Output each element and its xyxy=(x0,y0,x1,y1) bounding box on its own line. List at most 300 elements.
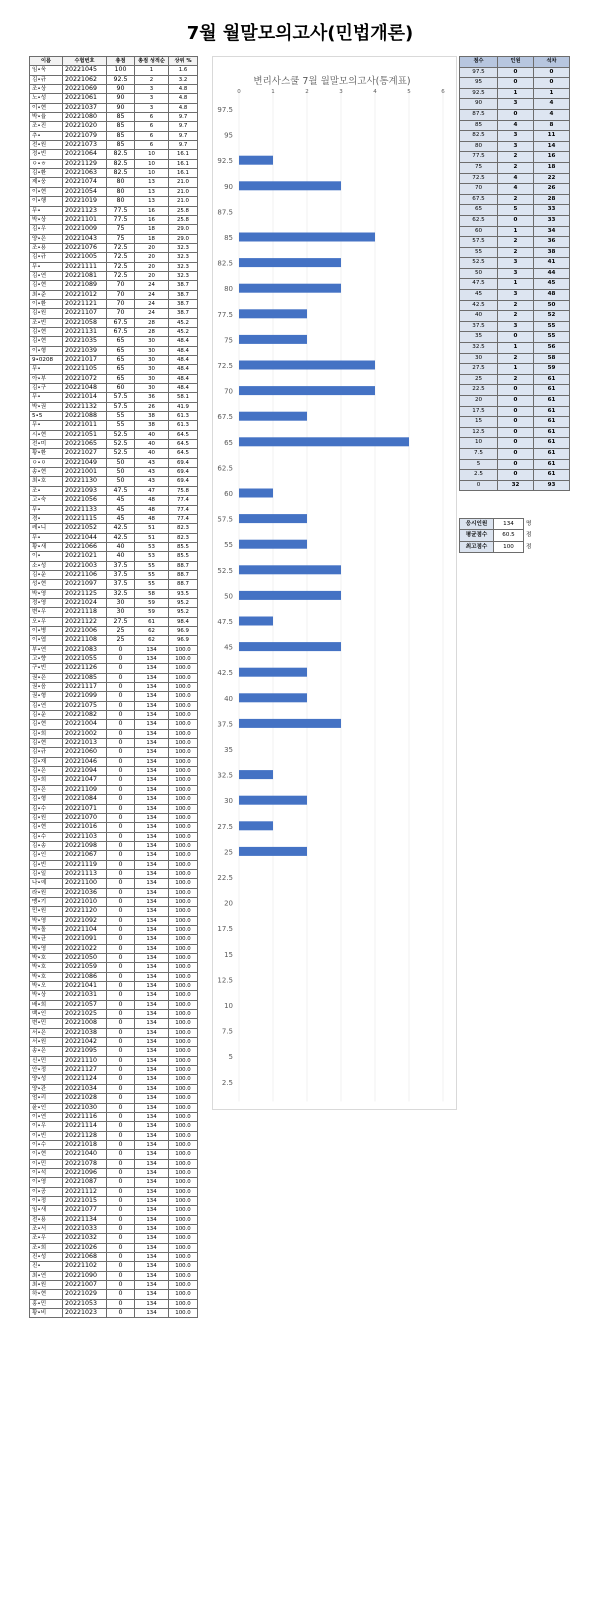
cell-exam-id: 20221050 xyxy=(63,954,107,963)
cell-name: 이•현 xyxy=(30,187,63,196)
table-row xyxy=(30,916,198,925)
cell-percentile: 100.0 xyxy=(169,776,198,785)
dist-row xyxy=(460,237,570,248)
table-row xyxy=(30,262,198,271)
cell-rank: 134 xyxy=(135,785,169,794)
cell-percentile: 1.6 xyxy=(169,66,198,75)
cell-total: 0 xyxy=(107,1243,135,1252)
table-row xyxy=(30,1075,198,1084)
table-row xyxy=(30,1122,198,1131)
cell-exam-id: 20221042 xyxy=(63,1038,107,1047)
table-row xyxy=(30,356,198,365)
dist-cell-score: 30 xyxy=(460,353,498,364)
cell-total: 0 xyxy=(107,851,135,860)
cell-exam-id: 20221123 xyxy=(63,206,107,215)
table-row xyxy=(30,832,198,841)
y-tick-label: 95 xyxy=(224,131,233,140)
cell-percentile: 100.0 xyxy=(169,739,198,748)
cell-percentile: 48.4 xyxy=(169,356,198,365)
dist-cell-score: 75 xyxy=(460,162,498,173)
dist-row xyxy=(460,78,570,89)
cell-rank: 134 xyxy=(135,1131,169,1140)
cell-total: 0 xyxy=(107,935,135,944)
cell-total: 0 xyxy=(107,1028,135,1037)
dist-cell-rank: 4 xyxy=(534,99,570,110)
table-row xyxy=(30,664,198,673)
dist-cell-count: 3 xyxy=(498,141,534,152)
cell-name: 조•빈 xyxy=(30,318,63,327)
cell-total: 0 xyxy=(107,963,135,972)
cell-rank: 134 xyxy=(135,1038,169,1047)
cell-name: 김•규 xyxy=(30,748,63,757)
chart-svg xyxy=(213,57,456,1109)
dist-cell-rank: 50 xyxy=(534,300,570,311)
cell-percentile: 100.0 xyxy=(169,888,198,897)
cell-percentile: 32.3 xyxy=(169,253,198,262)
table-row xyxy=(30,122,198,131)
summary-value: 60.5 xyxy=(494,530,524,541)
cell-total: 0 xyxy=(107,1215,135,1224)
chart-title: 변리사스쿨 7월 월말모의고사(통계표) xyxy=(253,76,411,87)
dist-cell-score: 67.5 xyxy=(460,194,498,205)
dist-cell-rank: 38 xyxy=(534,247,570,258)
table-row xyxy=(30,1140,198,1149)
cell-exam-id: 20221088 xyxy=(63,412,107,421)
cell-total: 0 xyxy=(107,720,135,729)
table-row xyxy=(30,169,198,178)
cell-rank: 24 xyxy=(135,290,169,299)
dist-row xyxy=(460,173,570,184)
dist-row xyxy=(460,364,570,375)
cell-name: 윤•인 xyxy=(30,1103,63,1112)
cell-exam-id: 20221132 xyxy=(63,402,107,411)
dist-cell-rank: 52 xyxy=(534,311,570,322)
table-row xyxy=(30,187,198,196)
dist-cell-score: 52.5 xyxy=(460,258,498,269)
summary-label: 평균점수 xyxy=(460,530,494,541)
cell-rank: 13 xyxy=(135,178,169,187)
cell-total: 65 xyxy=(107,365,135,374)
cell-name: 홍•민 xyxy=(30,1299,63,1308)
dist-cell-count: 0 xyxy=(498,396,534,407)
dist-cell-score: 62.5 xyxy=(460,215,498,226)
cell-exam-id: 20221106 xyxy=(63,570,107,579)
dist-cell-rank: 8 xyxy=(534,120,570,131)
cell-exam-id: 20221128 xyxy=(63,1131,107,1140)
cell-name: 이•정 xyxy=(30,1196,63,1205)
cell-total: 85 xyxy=(107,141,135,150)
cell-name: 전•미 xyxy=(30,440,63,449)
table-row xyxy=(30,804,198,813)
cell-rank: 134 xyxy=(135,655,169,664)
cell-rank: 134 xyxy=(135,1122,169,1131)
y-tick-label: 5 xyxy=(228,1053,233,1062)
cell-percentile: 82.3 xyxy=(169,524,198,533)
cell-name: 김•형 xyxy=(30,795,63,804)
dist-cell-score: 90 xyxy=(460,99,498,110)
cell-exam-id: 20221079 xyxy=(63,131,107,140)
y-tick-label: 97.5 xyxy=(217,106,233,114)
table-row xyxy=(30,337,198,346)
cell-percentile: 100.0 xyxy=(169,655,198,664)
cell-rank: 24 xyxy=(135,281,169,290)
table-row xyxy=(30,813,198,822)
dist-cell-count: 2 xyxy=(498,237,534,248)
cell-exam-id: 20221017 xyxy=(63,356,107,365)
cell-rank: 134 xyxy=(135,1028,169,1037)
cell-total: 70 xyxy=(107,309,135,318)
table-row xyxy=(30,655,198,664)
cell-total: 0 xyxy=(107,1187,135,1196)
cell-rank: 134 xyxy=(135,879,169,888)
table-row xyxy=(30,1215,198,1224)
cell-exam-id: 20221011 xyxy=(63,421,107,430)
cell-name: 김•현 xyxy=(30,337,63,346)
table-row xyxy=(30,626,198,635)
dist-cell-rank: 48 xyxy=(534,290,570,301)
cell-total: 0 xyxy=(107,795,135,804)
cell-percentile: 100.0 xyxy=(169,1066,198,1075)
cell-total: 0 xyxy=(107,776,135,785)
cell-exam-id: 20221098 xyxy=(63,841,107,850)
cell-name: 송•은 xyxy=(30,1047,63,1056)
cell-name: 김•현 xyxy=(30,823,63,832)
table-row xyxy=(30,1159,198,1168)
bar xyxy=(239,514,307,523)
cell-rank: 134 xyxy=(135,804,169,813)
bar xyxy=(239,540,307,549)
cell-percentile: 85.5 xyxy=(169,552,198,561)
table-row xyxy=(30,1150,198,1159)
y-tick-label: 92.5 xyxy=(217,157,233,166)
cell-name: 엄•리 xyxy=(30,1094,63,1103)
table-row xyxy=(30,141,198,150)
cell-rank: 134 xyxy=(135,1094,169,1103)
cell-exam-id: 20221094 xyxy=(63,767,107,776)
dist-cell-score: 12.5 xyxy=(460,427,498,438)
cell-exam-id: 20221069 xyxy=(63,85,107,94)
dist-cell-rank: 33 xyxy=(534,215,570,226)
cell-total: 82.5 xyxy=(107,159,135,168)
dist-row xyxy=(460,427,570,438)
cell-exam-id: 20221073 xyxy=(63,141,107,150)
cell-percentile: 21.0 xyxy=(169,187,198,196)
cell-exam-id: 20221124 xyxy=(63,1075,107,1084)
cell-total: 50 xyxy=(107,468,135,477)
cell-name: 박•오 xyxy=(30,982,63,991)
y-tick-label: 17.5 xyxy=(217,925,233,934)
x-tick-label: 0 xyxy=(237,89,241,95)
cell-total: 0 xyxy=(107,907,135,916)
cell-name: 김•원 xyxy=(30,813,63,822)
cell-rank: 40 xyxy=(135,440,169,449)
cell-percentile: 58.1 xyxy=(169,393,198,402)
cell-total: 0 xyxy=(107,888,135,897)
cell-name: 양•관 xyxy=(30,1084,63,1093)
y-tick-label: 10 xyxy=(224,1002,233,1010)
cell-percentile: 100.0 xyxy=(169,1309,198,1318)
cell-total: 0 xyxy=(107,1056,135,1065)
dist-row xyxy=(460,205,570,216)
bar xyxy=(239,233,375,242)
cell-percentile: 45.2 xyxy=(169,318,198,327)
cell-exam-id: 20221129 xyxy=(63,159,107,168)
cell-name: 김•연 xyxy=(30,701,63,710)
y-tick-label: 30 xyxy=(224,797,233,806)
cell-exam-id: 20221112 xyxy=(63,1187,107,1196)
cell-percentile: 100.0 xyxy=(169,1150,198,1159)
cell-percentile: 88.7 xyxy=(169,570,198,579)
cell-percentile: 9.7 xyxy=(169,122,198,131)
dist-cell-rank: 41 xyxy=(534,258,570,269)
cell-rank: 48 xyxy=(135,514,169,523)
cell-total: 0 xyxy=(107,1047,135,1056)
cell-name: 무• xyxy=(30,505,63,514)
table-row xyxy=(30,1028,198,1037)
cell-total: 45 xyxy=(107,505,135,514)
cell-total: 100 xyxy=(107,66,135,75)
dist-cell-count: 2 xyxy=(498,300,534,311)
dist-cell-rank: 33 xyxy=(534,205,570,216)
cell-rank: 134 xyxy=(135,776,169,785)
cell-total: 52.5 xyxy=(107,430,135,439)
cell-total: 0 xyxy=(107,804,135,813)
table-row xyxy=(30,477,198,486)
cell-percentile: 41.9 xyxy=(169,402,198,411)
dist-cell-score: 40 xyxy=(460,311,498,322)
cell-name: 이•석 xyxy=(30,1168,63,1177)
cell-rank: 51 xyxy=(135,524,169,533)
cell-total: 0 xyxy=(107,1103,135,1112)
dist-cell-score: 20 xyxy=(460,396,498,407)
y-tick-label: 47.5 xyxy=(217,618,233,626)
table-row xyxy=(30,963,198,972)
cell-rank: 134 xyxy=(135,1271,169,1280)
cell-rank: 134 xyxy=(135,1150,169,1159)
dist-cell-score: 92.5 xyxy=(460,88,498,99)
cell-percentile: 95.2 xyxy=(169,598,198,607)
distribution-table xyxy=(459,56,570,491)
cell-name: 조• xyxy=(30,486,63,495)
cell-rank: 59 xyxy=(135,608,169,617)
cell-percentile: 100.0 xyxy=(169,804,198,813)
cell-exam-id: 20221004 xyxy=(63,720,107,729)
table-row xyxy=(30,271,198,280)
cell-total: 37.5 xyxy=(107,570,135,579)
cell-percentile: 100.0 xyxy=(169,832,198,841)
cell-total: 0 xyxy=(107,683,135,692)
cell-percentile: 100.0 xyxy=(169,1281,198,1290)
cell-rank: 134 xyxy=(135,1084,169,1093)
dist-cell-rank: 36 xyxy=(534,237,570,248)
cell-exam-id: 20221114 xyxy=(63,1122,107,1131)
cell-exam-id: 20221083 xyxy=(63,645,107,654)
cell-rank: 10 xyxy=(135,159,169,168)
cell-name: 박•균 xyxy=(30,935,63,944)
cell-percentile: 32.3 xyxy=(169,271,198,280)
table-row xyxy=(30,1000,198,1009)
dist-cell-rank: 44 xyxy=(534,268,570,279)
cell-percentile: 100.0 xyxy=(169,1028,198,1037)
cell-name: 무• xyxy=(30,206,63,215)
cell-exam-id: 20221082 xyxy=(63,711,107,720)
cell-name: 김•재 xyxy=(30,757,63,766)
cell-percentile: 45.2 xyxy=(169,327,198,336)
cell-percentile: 100.0 xyxy=(169,757,198,766)
dist-cell-count: 0 xyxy=(498,385,534,396)
dist-row xyxy=(460,480,570,491)
cell-rank: 20 xyxy=(135,262,169,271)
cell-name: 고•숙 xyxy=(30,496,63,505)
table-row xyxy=(30,94,198,103)
summary-row xyxy=(460,530,550,541)
cell-percentile: 100.0 xyxy=(169,1206,198,1215)
bar xyxy=(239,642,341,651)
dist-cell-count: 2 xyxy=(498,152,534,163)
cell-name: 제•웅 xyxy=(30,178,63,187)
cell-percentile: 100.0 xyxy=(169,711,198,720)
table-row xyxy=(30,645,198,654)
header-exam-id: 수험번호 xyxy=(63,57,107,66)
dist-cell-rank: 22 xyxy=(534,173,570,184)
cell-name: 무• xyxy=(30,533,63,542)
dist-cell-count: 0 xyxy=(498,427,534,438)
cell-exam-id: 20221130 xyxy=(63,477,107,486)
cell-exam-id: 20221027 xyxy=(63,449,107,458)
cell-percentile: 38.7 xyxy=(169,309,198,318)
cell-total: 67.5 xyxy=(107,327,135,336)
cell-exam-id: 20221019 xyxy=(63,197,107,206)
summary-table xyxy=(459,518,550,553)
cell-exam-id: 20221056 xyxy=(63,496,107,505)
cell-rank: 134 xyxy=(135,645,169,654)
cell-rank: 134 xyxy=(135,701,169,710)
page-title: 7월 월말모의고사(민법개론) xyxy=(186,23,414,44)
cell-exam-id: 20221052 xyxy=(63,524,107,533)
dist-cell-count: 0 xyxy=(498,459,534,470)
cell-rank: 134 xyxy=(135,1234,169,1243)
cell-rank: 134 xyxy=(135,982,169,991)
table-row xyxy=(30,458,198,467)
cell-exam-id: 20221005 xyxy=(63,253,107,262)
cell-exam-id: 20221133 xyxy=(63,505,107,514)
table-row xyxy=(30,1309,198,1318)
dist-cell-rank: 61 xyxy=(534,396,570,407)
dist-cell-count: 3 xyxy=(498,131,534,142)
cell-total: 75 xyxy=(107,234,135,243)
dist-cell-score: 27.5 xyxy=(460,364,498,375)
table-row xyxy=(30,776,198,785)
dist-cell-count: 1 xyxy=(498,279,534,290)
cell-name: 김•연 xyxy=(30,271,63,280)
y-tick-label: 50 xyxy=(224,592,233,601)
summary-row xyxy=(460,541,550,552)
cell-name: 박•호 xyxy=(30,963,63,972)
cell-name: 이•수 xyxy=(30,1140,63,1149)
cell-rank: 53 xyxy=(135,552,169,561)
cell-exam-id: 20221035 xyxy=(63,337,107,346)
cell-name: 라•원 xyxy=(30,888,63,897)
cell-exam-id: 20221076 xyxy=(63,243,107,252)
dist-cell-rank: 55 xyxy=(534,321,570,332)
cell-name: 황•새 xyxy=(30,542,63,551)
cell-rank: 134 xyxy=(135,954,169,963)
cell-exam-id: 20221039 xyxy=(63,346,107,355)
cell-exam-id: 20221117 xyxy=(63,683,107,692)
table-row xyxy=(30,897,198,906)
cell-rank: 134 xyxy=(135,1290,169,1299)
cell-total: 85 xyxy=(107,113,135,122)
cell-total: 0 xyxy=(107,869,135,878)
cell-total: 42.5 xyxy=(107,524,135,533)
cell-rank: 61 xyxy=(135,617,169,626)
cell-percentile: 100.0 xyxy=(169,785,198,794)
cell-exam-id: 20221095 xyxy=(63,1047,107,1056)
cell-percentile: 100.0 xyxy=(169,1271,198,1280)
table-row xyxy=(30,1187,198,1196)
cell-exam-id: 20221030 xyxy=(63,1103,107,1112)
cell-name: 박•돌 xyxy=(30,925,63,934)
cell-total: 85 xyxy=(107,122,135,131)
cell-exam-id: 20221061 xyxy=(63,94,107,103)
cell-exam-id: 20221064 xyxy=(63,150,107,159)
table-row xyxy=(30,113,198,122)
cell-exam-id: 20221020 xyxy=(63,122,107,131)
dist-row xyxy=(460,67,570,78)
cell-rank: 134 xyxy=(135,1262,169,1271)
cell-exam-id: 20221100 xyxy=(63,879,107,888)
cell-rank: 134 xyxy=(135,963,169,972)
cell-name: 박•권 xyxy=(30,402,63,411)
bar xyxy=(239,591,341,600)
table-row xyxy=(30,673,198,682)
table-row xyxy=(30,496,198,505)
cell-rank: 18 xyxy=(135,225,169,234)
dist-cell-rank: 59 xyxy=(534,364,570,375)
dist-cell-score: 22.5 xyxy=(460,385,498,396)
cell-name: 김•현 xyxy=(30,739,63,748)
cell-total: 55 xyxy=(107,421,135,430)
table-row xyxy=(30,935,198,944)
cell-name: 김•운 xyxy=(30,711,63,720)
cell-rank: 30 xyxy=(135,374,169,383)
cell-total: 0 xyxy=(107,944,135,953)
cell-rank: 134 xyxy=(135,991,169,1000)
y-tick-label: 32.5 xyxy=(217,771,233,780)
cell-rank: 134 xyxy=(135,1112,169,1121)
cell-rank: 6 xyxy=(135,141,169,150)
header-total: 총점 xyxy=(107,57,135,66)
cell-percentile: 77.4 xyxy=(169,514,198,523)
dist-cell-score: 77.5 xyxy=(460,152,498,163)
table-row xyxy=(30,982,198,991)
cell-rank: 134 xyxy=(135,1019,169,1028)
cell-total: 70 xyxy=(107,281,135,290)
cell-rank: 55 xyxy=(135,570,169,579)
cell-percentile: 100.0 xyxy=(169,897,198,906)
cell-rank: 10 xyxy=(135,169,169,178)
cell-total: 25 xyxy=(107,626,135,635)
cell-total: 57.5 xyxy=(107,402,135,411)
cell-percentile: 100.0 xyxy=(169,944,198,953)
table-row xyxy=(30,785,198,794)
cell-exam-id: 20221099 xyxy=(63,692,107,701)
cell-percentile: 64.5 xyxy=(169,430,198,439)
cell-percentile: 4.8 xyxy=(169,85,198,94)
cell-total: 0 xyxy=(107,1150,135,1159)
cell-exam-id: 20221009 xyxy=(63,225,107,234)
cell-rank: 134 xyxy=(135,1159,169,1168)
